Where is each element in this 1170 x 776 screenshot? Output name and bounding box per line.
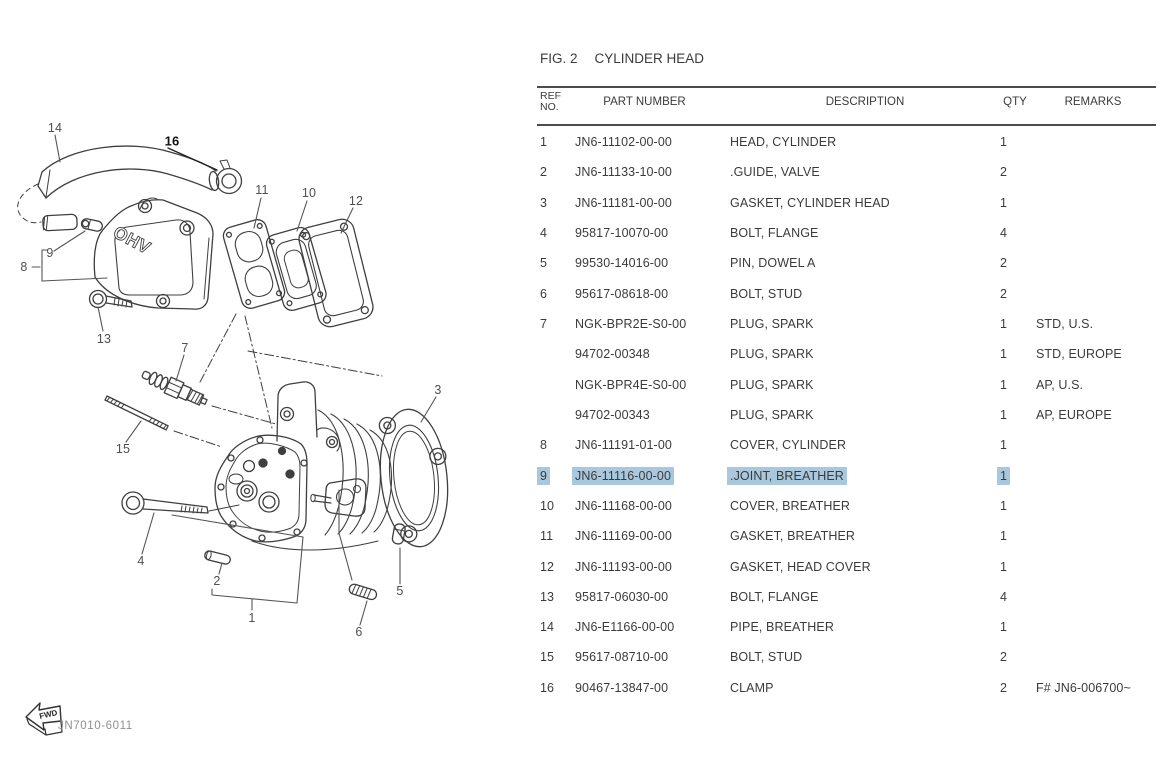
cell-ref: 5 bbox=[540, 256, 548, 271]
cover-embossed-text: OHV bbox=[110, 221, 155, 259]
cell-desc: GASKET, HEAD COVER bbox=[730, 559, 871, 574]
fwd-label: FWD bbox=[38, 708, 59, 721]
cell-part: NGK-BPR4E-S0-00 bbox=[575, 377, 687, 392]
cell-qty: 1 bbox=[1000, 135, 1008, 150]
table-row[interactable] bbox=[537, 248, 1156, 278]
callout-14: 14 bbox=[47, 121, 63, 135]
cell-rem: STD, U.S. bbox=[1036, 317, 1094, 332]
table-top-rule bbox=[537, 86, 1156, 88]
stud-bolt-6 bbox=[348, 583, 378, 601]
cell-qty: 1 bbox=[1000, 407, 1008, 422]
cell-rem: STD, EUROPE bbox=[1036, 347, 1122, 362]
cell-ref: 15 bbox=[540, 650, 555, 665]
cell-qty: 2 bbox=[1000, 680, 1008, 695]
cell-qty: 1 bbox=[1000, 347, 1008, 362]
table-row[interactable] bbox=[537, 582, 1156, 612]
callout-5: 5 bbox=[396, 584, 404, 598]
cell-part: 94702-00348 bbox=[575, 347, 650, 362]
cell-qty: 1 bbox=[1000, 438, 1008, 453]
cell-qty: 1 bbox=[1000, 469, 1030, 483]
table-row[interactable] bbox=[537, 673, 1156, 703]
cell-rem: AP, EUROPE bbox=[1036, 407, 1112, 422]
cell-part: 95617-08710-00 bbox=[575, 650, 669, 665]
cell-qty: 2 bbox=[1000, 286, 1008, 301]
cell-qty: 1 bbox=[1000, 317, 1008, 332]
callout-16: 16 bbox=[164, 133, 180, 149]
cell-desc: CLAMP bbox=[730, 680, 774, 695]
cell-qty: 4 bbox=[1000, 226, 1008, 241]
cell-ref: 10 bbox=[540, 498, 555, 513]
cell-ref: 8 bbox=[540, 438, 548, 453]
cell-desc: .GUIDE, VALVE bbox=[730, 165, 820, 180]
cell-qty: 1 bbox=[1000, 559, 1008, 574]
table-row[interactable] bbox=[537, 370, 1156, 400]
cell-desc: PLUG, SPARK bbox=[730, 407, 814, 422]
cell-part: JN6-11116-00-00 bbox=[575, 469, 730, 483]
callout-3: 3 bbox=[434, 383, 442, 397]
cell-part: 94702-00343 bbox=[575, 407, 650, 422]
bolt-flange-4 bbox=[122, 492, 239, 514]
gasket-breather bbox=[221, 218, 286, 311]
cell-desc: PIN, DOWEL A bbox=[730, 256, 816, 271]
cell-qty: 1 bbox=[1000, 529, 1008, 544]
cell-qty: 2 bbox=[1000, 165, 1008, 180]
table-row[interactable] bbox=[537, 188, 1156, 218]
callout-13: 13 bbox=[96, 332, 112, 346]
cell-ref: 3 bbox=[540, 195, 548, 210]
cell-qty: 1 bbox=[1000, 377, 1008, 392]
table-header-row bbox=[537, 91, 1156, 113]
cell-part: 95817-10070-00 bbox=[575, 226, 669, 241]
table-row[interactable] bbox=[537, 430, 1156, 460]
stud-bolt-15 bbox=[105, 396, 168, 430]
callout-15: 15 bbox=[115, 442, 131, 456]
table-row[interactable] bbox=[537, 551, 1156, 581]
cell-desc: COVER, BREATHER bbox=[730, 498, 851, 513]
cell-part: 90467-13847-00 bbox=[575, 680, 669, 695]
figure-title bbox=[540, 51, 704, 66]
cell-rem: F# JN6-006700~ bbox=[1036, 680, 1131, 695]
cell-desc: GASKET, BREATHER bbox=[730, 529, 856, 544]
cell-desc: PLUG, SPARK bbox=[730, 347, 814, 362]
table-row[interactable] bbox=[537, 612, 1156, 642]
callout-4: 4 bbox=[137, 554, 145, 568]
table-header-rule bbox=[537, 124, 1156, 126]
cell-ref: 7 bbox=[540, 317, 548, 332]
cell-qty: 2 bbox=[1000, 256, 1008, 271]
table-row[interactable] bbox=[537, 157, 1156, 187]
callout-11: 11 bbox=[255, 183, 269, 197]
table-body bbox=[537, 127, 1156, 703]
cylinder-cover bbox=[94, 198, 213, 309]
cell-qty: 4 bbox=[1000, 589, 1008, 604]
cell-desc: HEAD, CYLINDER bbox=[730, 135, 837, 150]
cell-rem: AP, U.S. bbox=[1036, 377, 1084, 392]
callout-9: 9 bbox=[46, 246, 54, 260]
cell-qty: 1 bbox=[1000, 620, 1008, 635]
cell-desc: .JOINT, BREATHER bbox=[730, 469, 1000, 483]
spark-plug bbox=[140, 366, 210, 410]
parts-table-panel bbox=[537, 45, 1156, 745]
cell-part: JN6-11191-01-00 bbox=[575, 438, 672, 453]
cell-desc: GASKET, CYLINDER HEAD bbox=[730, 195, 890, 210]
dowel-pin-2 bbox=[204, 550, 231, 565]
table-row[interactable] bbox=[537, 127, 1156, 157]
cell-part: JN6-E1166-00-00 bbox=[575, 620, 675, 635]
cell-desc: COVER, CYLINDER bbox=[730, 438, 847, 453]
gasket-head-cover bbox=[296, 217, 375, 330]
drawing-code: JN7010-6011 bbox=[58, 720, 133, 732]
cell-desc: PLUG, SPARK bbox=[730, 377, 814, 392]
table-row[interactable] bbox=[537, 309, 1156, 339]
cell-ref: 9 bbox=[537, 469, 575, 483]
callout-10: 10 bbox=[301, 186, 317, 200]
cell-desc: BOLT, FLANGE bbox=[730, 589, 819, 604]
cell-desc: PLUG, SPARK bbox=[730, 317, 814, 332]
cell-ref: 13 bbox=[540, 589, 555, 604]
cover-breather bbox=[264, 225, 328, 312]
cell-part: JN6-11102-00-00 bbox=[575, 135, 672, 150]
breather-pipe bbox=[18, 146, 220, 231]
cell-ref: 6 bbox=[540, 286, 548, 301]
callout-12: 12 bbox=[348, 194, 364, 208]
callout-7: 7 bbox=[181, 341, 189, 355]
cylinder-head-gasket bbox=[374, 406, 455, 550]
diagram-panel bbox=[0, 0, 530, 776]
fwd-arrow-icon bbox=[26, 703, 62, 735]
joint-breather bbox=[81, 218, 104, 232]
header-qty: QTY bbox=[1003, 96, 1027, 108]
cell-part: NGK-BPR2E-S0-00 bbox=[575, 317, 687, 332]
table-row[interactable] bbox=[537, 400, 1156, 430]
cell-qty: 2 bbox=[1000, 650, 1008, 665]
cell-ref: 11 bbox=[540, 529, 554, 544]
callout-1: 1 bbox=[248, 611, 256, 625]
header-description: DESCRIPTION bbox=[825, 96, 905, 108]
cell-ref: 2 bbox=[540, 165, 548, 180]
cell-part: JN6-11133-10-00 bbox=[575, 165, 672, 180]
cell-ref: 1 bbox=[540, 135, 548, 150]
cell-ref: 12 bbox=[540, 559, 555, 574]
cell-desc: BOLT, STUD bbox=[730, 286, 803, 301]
cylinder-head bbox=[215, 382, 392, 550]
cell-part: 99530-14016-00 bbox=[575, 256, 669, 271]
cell-desc: PIPE, BREATHER bbox=[730, 620, 834, 635]
table-row[interactable] bbox=[537, 642, 1156, 672]
table-row[interactable] bbox=[537, 339, 1156, 369]
cell-part: 95817-06030-00 bbox=[575, 589, 669, 604]
figure-label: FIG. 2 bbox=[540, 51, 578, 66]
figure-name: CYLINDER HEAD bbox=[594, 51, 705, 66]
table-row[interactable] bbox=[537, 521, 1156, 551]
callout-2: 2 bbox=[213, 574, 221, 588]
callout-6: 6 bbox=[355, 625, 363, 639]
callout-8: 8 bbox=[20, 260, 28, 274]
cell-part: JN6-11168-00-00 bbox=[575, 498, 672, 513]
cell-ref: 4 bbox=[540, 226, 548, 241]
cell-part: 95617-08618-00 bbox=[575, 286, 669, 301]
callout-leader-lines bbox=[32, 135, 436, 625]
header-part-number: PART NUMBER bbox=[603, 96, 686, 108]
table-row[interactable] bbox=[537, 491, 1156, 521]
cell-qty: 1 bbox=[1000, 195, 1008, 210]
exploded-view-drawing bbox=[0, 0, 530, 776]
cell-part: JN6-11193-00-00 bbox=[575, 559, 672, 574]
table-row[interactable] bbox=[537, 279, 1156, 309]
header-ref-no: REF NO. bbox=[540, 90, 561, 113]
cell-desc: BOLT, FLANGE bbox=[730, 226, 819, 241]
header-remarks: REMARKS bbox=[1064, 96, 1122, 108]
cell-part: JN6-11181-00-00 bbox=[575, 195, 672, 210]
assembly-axis-lines bbox=[174, 314, 382, 447]
cell-part: JN6-11169-00-00 bbox=[575, 529, 672, 544]
table-row[interactable] bbox=[537, 460, 1156, 490]
clamp bbox=[217, 160, 242, 194]
cell-ref: 14 bbox=[540, 620, 555, 635]
table-row[interactable] bbox=[537, 218, 1156, 248]
cell-desc: BOLT, STUD bbox=[730, 650, 803, 665]
cell-qty: 1 bbox=[1000, 498, 1008, 513]
cell-ref: 16 bbox=[540, 680, 555, 695]
